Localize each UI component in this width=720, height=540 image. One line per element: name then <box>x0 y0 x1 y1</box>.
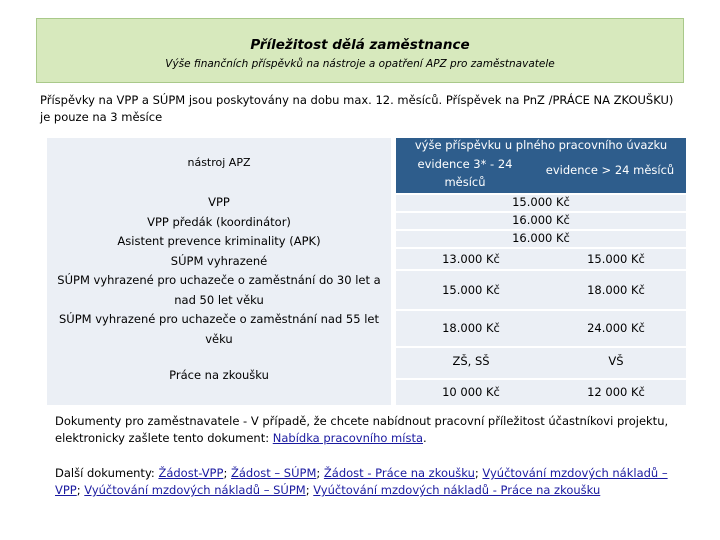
amount-row-supm-55 <box>396 311 686 346</box>
amount-row-trial-work <box>396 380 686 405</box>
documents-end: . <box>423 431 427 445</box>
amount-col2: 18.000 Kč <box>587 283 645 297</box>
amount-header-title: výše příspěvku u plného pracovního úvazku <box>414 138 668 152</box>
instrument-vpp: VPP <box>208 195 230 209</box>
instrument-supm-30-50: SÚPM vyhrazené pro uchazeče o zaměstnání do 30 let a nad 50 let věku <box>57 273 381 307</box>
amount-row-supm <box>396 249 686 269</box>
amount-single: 16.000 Kč <box>512 213 570 227</box>
link-application-trial-work[interactable]: Žádost - Práce na zkoušku <box>323 466 475 480</box>
page-subtitle: Výše finančních příspěvků na nástroje a opatření APZ pro zaměstnavatele <box>165 58 555 70</box>
amount-col2: 24.000 Kč <box>587 321 645 335</box>
other-documents-label: Další dokumenty: <box>55 466 159 480</box>
link-billing-trial-work[interactable]: Vyúčtování mzdových nákladů - Práce na zkoušku <box>313 483 601 497</box>
amount-row-education <box>396 348 686 378</box>
instrument-trial-work: Práce na zkoušku <box>169 368 269 382</box>
amount-row-vpp <box>396 195 686 211</box>
instrument-supm: SÚPM vyhrazené <box>170 253 268 268</box>
amount-row-vpp-predak <box>396 213 686 229</box>
instrument-supm-55: SÚPM vyhrazené pro uchazeče o zaměstnání nad 55 let věku <box>58 312 379 346</box>
header-banner <box>36 18 684 83</box>
intro-text: Příspěvky na VPP a SÚPM jsou poskytovány na dobu max. 12. měsíců. Příspěvek na PnZ /PRÁCE NA ZKOUŠKU) je pouze na 3 měsíce <box>40 93 674 124</box>
instrument-vpp-predak: VPP předák (koordinátor) <box>147 214 291 229</box>
job-offer-link[interactable]: Nabídka pracovního místa <box>272 431 424 445</box>
amount-single: 15.000 Kč <box>512 195 570 209</box>
documents-text: Dokumenty pro zaměstnavatele - V případě, že chcete nabídnout pracovní příležitost účastníkovi projektu, elektronicky zašlete tento dokument: <box>55 414 669 445</box>
page-title: Příležitost dělá zaměstnance <box>250 37 470 53</box>
amount-col2: 12 000 Kč <box>587 385 645 399</box>
instrument-header: nástroj APZ <box>187 156 251 169</box>
link-billing-supm[interactable]: Vyúčtování mzdových nákladů – SÚPM <box>84 483 306 497</box>
amount-header-col1: evidence 3* - 24 měsíců <box>417 157 513 189</box>
amount-col2: 15.000 Kč <box>587 252 645 266</box>
instrument-column <box>47 138 391 405</box>
amount-header <box>396 138 686 193</box>
amount-col1: 18.000 Kč <box>442 321 500 335</box>
documents-paragraph <box>55 413 685 447</box>
amount-col1: 15.000 Kč <box>442 283 500 297</box>
link-application-supm[interactable]: Žádost – SÚPM <box>230 466 317 480</box>
amount-single: 16.000 Kč <box>512 231 570 245</box>
other-documents-paragraph: Další dokumenty: Žádost-VPP; Žádost – SÚPM; Žádost - Práce na zkoušku; Vyúčtování mzdových nákladů –VPP; Vyúčtování mzdových nákladů – SÚPM; Vyúčtování mzdových nákladů - Práce na zkoušku <box>55 466 668 497</box>
instrument-list <box>47 193 391 349</box>
instrument-apk: Asistent prevence kriminality (APK) <box>117 234 321 248</box>
amount-header-col2: evidence > 24 měsíců <box>545 163 675 177</box>
amount-row-apk <box>396 231 686 247</box>
amount-col1: 10 000 Kč <box>442 385 500 399</box>
amount-col1: 13.000 Kč <box>442 252 500 266</box>
education-col1: ZŠ, SŠ <box>452 354 490 368</box>
amount-row-supm-30-50 <box>396 271 686 309</box>
education-col2: VŠ <box>608 354 624 368</box>
link-billing-vpp[interactable]: Vyúčtování mzdových nákladů –VPP <box>55 466 668 497</box>
link-application-vpp[interactable]: Žádost-VPP <box>158 466 224 480</box>
